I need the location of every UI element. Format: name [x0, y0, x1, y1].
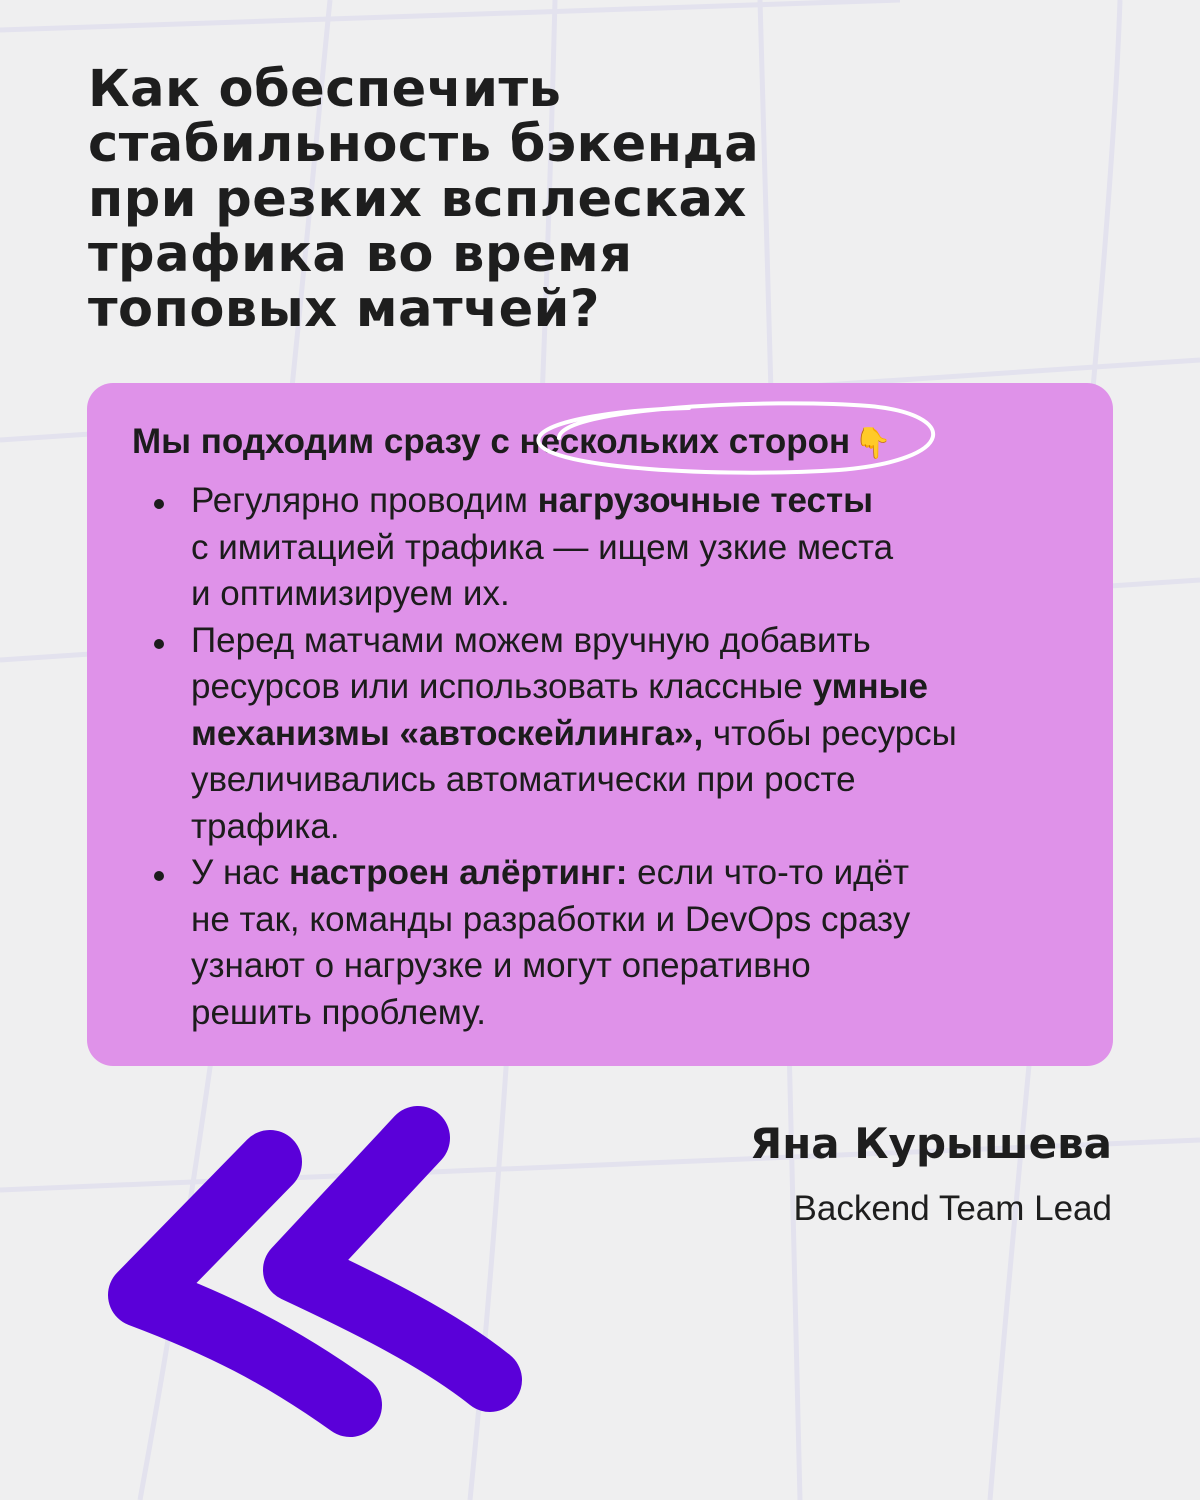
- bullet-line: [191, 618, 957, 665]
- text: трафика.: [191, 806, 340, 846]
- highlight-ellipse: [519, 398, 951, 478]
- headline-line: Как обеспечить: [88, 60, 562, 119]
- headline: [88, 62, 1088, 337]
- bullet-line: [191, 571, 957, 618]
- bullet-list: [151, 478, 957, 1036]
- text: не так, команды разработки и DevOps сразу: [191, 899, 911, 939]
- bullet-line: [191, 990, 957, 1037]
- headline-line: при резких всплесках: [88, 170, 747, 229]
- bullet-line: [191, 943, 957, 990]
- text: Регулярно проводим: [191, 481, 538, 520]
- quote-chevrons-icon: [100, 1100, 540, 1460]
- headline-line: трафика во время: [88, 225, 633, 284]
- bullet-item: [151, 618, 957, 851]
- bullet-line: [191, 478, 957, 525]
- answer-card: [87, 383, 1113, 1066]
- bold-text: механизмы «автоскейлинга»,: [191, 713, 704, 753]
- bullet-line: [191, 897, 957, 944]
- text: если что-то идёт: [627, 853, 910, 892]
- text: узнают о нагрузке и могут оперативно: [191, 946, 811, 985]
- text: решить проблему.: [191, 992, 486, 1032]
- bullet-line: [191, 525, 957, 572]
- text: увеличивались автоматически при росте: [191, 760, 856, 799]
- text: ресурсов или использовать классные: [191, 667, 813, 706]
- text: и оптимизируем их.: [191, 574, 510, 613]
- bold-text: умные: [812, 667, 928, 706]
- bullet-item: [151, 850, 957, 1036]
- bold-text: настроен алёртинг:: [288, 853, 628, 892]
- text: Перед матчами можем вручную добавить: [191, 620, 871, 660]
- pointing-down-icon: 👇: [854, 427, 892, 460]
- text: с имитацией трафика — ищем узкие места: [191, 527, 894, 567]
- bullet-line: [191, 711, 957, 758]
- headline-line: стабильность бэкенда: [88, 115, 760, 174]
- bullet-line: [191, 757, 957, 804]
- author-name: Яна Курышева: [749, 1119, 1112, 1168]
- text: чтобы ресурсы: [703, 713, 957, 753]
- bold-text: нагрузочные тесты: [537, 481, 873, 520]
- author-role: Backend Team Lead: [793, 1189, 1112, 1228]
- card-lead-text: Мы подходим сразу с нескольких сторон: [132, 422, 851, 461]
- bullet-line: [191, 804, 957, 851]
- bullet-item: [151, 478, 957, 618]
- bullet-line: [191, 850, 957, 897]
- bullet-line: [191, 664, 957, 711]
- headline-line: топовых матчей?: [88, 280, 600, 339]
- text: У нас: [191, 853, 289, 892]
